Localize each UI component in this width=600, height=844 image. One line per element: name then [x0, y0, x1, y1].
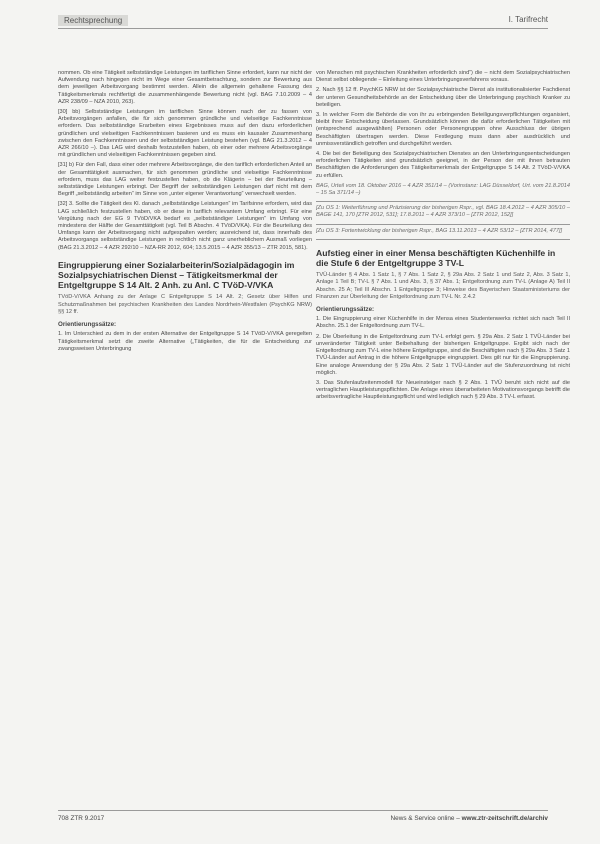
paragraph: [30] bb) Selbstständige Leistungen im tariflichen Sinne können nach der zu fassen von Arbeitsvorgängen anfallen, die für sich genommen gründliche und vielseitige Fachkenntnisse erfordern. Das selbstständige Erarbeiten eines Ergebnisses muss auf den dazu erforderlichen gründlichen und vielseitigen Fachkenntnissen basieren und es muss ein kausaler Zusammenhang zwischen den Fachkenntnissen und der selbstständigen Leistung bestehen (vgl. BAG 21.3.2012 – 4 AZR 266/10 –). Das LAG wird deshalb festzustellen haben, ob einer oder mehrere Arbeitsvorgänge mit gründlichen und vielseitigen Fachkenntnissen gegeben sind.	[58, 109, 312, 159]
divider	[316, 201, 570, 202]
section-ref: I. Tarifrecht	[508, 15, 548, 24]
paragraph: von Menschen mit psychischen Krankheiten erforderlich sind“) die – nicht dem Sozialpsychiatrischen Dienst selbst obliegende – Einleitung eines Unterbringungsverfahrens voraus.	[316, 70, 570, 84]
footer-prefix: News & Service online –	[390, 815, 460, 822]
right-column	[316, 70, 570, 405]
editor-note: [Zu OS 3: Fortentwicklung der bisherigen Rspr., BAG 13.11.2013 – 4 AZR 53/12 – [ZTR 2014, 477]]	[316, 227, 563, 234]
orientation-item: 1. Im Unterschied zu dem in der ersten Alternative der Entgeltgruppe S 14 TVöD-V/VKA geregelten Tätigkeitsmerkmal setzt die zweite Alternative („Tätigkeiten, die für die Entscheidung zur zwangsweisen Unterbringung	[58, 331, 312, 352]
page-footer	[58, 810, 548, 825]
footer-link[interactable]	[391, 815, 548, 822]
paragraph: [32] 3. Sollte die Tätigkeit des Kl. danach „selbstständige Leistungen“ im Tarifsinne erfordern, wird das LAG schließlich festzustellen haben, ob er diese in tariflich relevantem Umfang erbringt. Für eine Vergütung nach der EG 9 TVöD/VKA bedarf es „selbstständiger Leistungen“ im Umfang von mindestens der Hälfte der Gesamttätigkeit (vgl. Teil B Abschn. 4 TVöD/VKA). Für die Beurteilung des Umfangs kann der Arbeitsvorgang nicht aufgespalten werden; ausreichend ist, dass innerhalb des Arbeitsvorgangs selbstständige Leistungen in rechtlich nicht ganz unerheblichem Ausmaß vorliegen (BAG 21.3.2012 – 4 AZR 292/10 – NZA-RR 2012, 604; 13.5.2015 – 4 AZR 355/13 – ZTR 2015, 581).	[58, 201, 312, 251]
article-intro: TVÜ-Länder § 4 Abs. 1 Satz 1, § 7 Abs. 1 Satz 2, § 29a Abs. 2 Satz 1 und Satz 2, Abs. 3 Satz 1, Anlage 1 Teil B; TV-L § 7 Abs. 1 und Abs. 3, § 37 Abs. 1; Entgeltordnung zum TV-L (Anlage A) Teil II Abschn. 25 A; Teil III Abschn. 1 Entgeltgruppe 3; Hinweise des Bayerischen Staatsministeriums der Finanzen zur Überleitung der Entgeltordnung zum TV-L Nr. 2.4.2	[316, 272, 570, 300]
divider	[316, 224, 570, 225]
orientation-heading: Orientierungssätze:	[58, 321, 117, 329]
archive-url[interactable]: www.ztr-zeitschrift.de/archiv	[461, 815, 548, 822]
page-number: 708 ZTR 9.2017	[58, 815, 105, 822]
editor-note: [Zu OS 1: Weiterführung und Präzisierung der bisherigen Rspr., vgl. BAG 18.4.2012 – 4 AZR 305/10 – BAGE 141, 170 [ZTR 2012, 531]; 17.8.2011 – 4 AZR 373/10 – [ZTR 2012, 152]]	[316, 205, 570, 219]
orientation-item: 3. Das Stufenlaufzeitenmodell für Neueinsteiger nach § 2 Abs. 1 TVÜ beruht sich nicht auf die vertraglichen Hauptleistungspflichten. Die Anlage eines überarbeiteten Motivationsvorgangs betrifft die arbeitsvertragliche Hauptleistungspflicht und wird lediglich nach § 29 Abs. 3 TV-L erfasst.	[316, 379, 570, 401]
paragraph: 4. Die bei der Beteiligung des Sozialpsychiatrischen Dienstes an den Unterbringungsentscheidungen erforderlichen Tätigkeiten sind grundsätzlich geeignet, in der Person der mit ihnen betrauten Beschäftigten die Anforderungen des Tätigkeitsmerkmals der Entgeltgruppe S 14 Alt. 2 TVöD-V/VKA zu erfüllen.	[316, 151, 570, 179]
orientation-item: 1. Die Eingruppierung einer Küchenhilfe in der Mensa eines Studentenwerks richtet sich nach Teil II Abschn. 25.1 der Entgeltordnung zum TV-L.	[316, 316, 570, 330]
orientation-item: 2. Die Überleitung in die Entgeltordnung zum TV-L erfolgt gem. § 29a Abs. 2 Satz 1 TVÜ-Länder bei unveränderter Tätigkeit unter Beibehaltung der bisherigen Entgeltgruppe. Ergibt sich nach der Entgeltordnung zum TV-L eine höhere Entgeltgruppe, sind die Beschäftigten nach § 29a Abs. 3 Satz 1 TVÜ-Länder auf Antrag in die höhere Entgeltgruppe eingruppiert. Dies gilt nur für die Eingruppierung. Eine analoge Anwendung der § 29a Abs. 2 Satz 1 TVÜ-Länder auf die Stufenzuordnung ist nicht möglich.	[316, 333, 570, 376]
paragraph: 3. In welcher Form die Behörde die von ihr zu erbringenden Beteiligungsverpflichtungen organisiert, bleibt ihrer Entscheidung überlassen. Grundsätzlich können die dafür erforderlichen Tätigkeiten mit (entsprechend ausgewählten) Personen oder Personengruppen ohne Ausschluss der übrigen Beschäftigten übertragen werden. Diese Festlegung muss dann aber ausdrücklich und unmissverständlich getroffen und durchgeführt werden.	[316, 112, 570, 147]
divider	[316, 239, 570, 240]
section-label: Rechtsprechung	[58, 15, 128, 26]
article-title: Eingruppierung einer Sozialarbeiterin/Sozialpädagogin im Sozialpsychiatrischen Dienst – Tätigkeitsmerkmal der Entgeltgruppe S 14 Alt. 2 Anh. zu Anl. C TVöD-V/VKA	[58, 259, 295, 291]
orientation-heading: Orientierungssätze:	[316, 306, 375, 314]
paragraph: [31] b) Für den Fall, dass einer oder mehrere Arbeitsvorgänge, die den tariflich erforderlichen Anteil an der Gesamttätigkeit ausmachen, für sich genommen gründliche und vielseitige Fachkenntnisse erfordern, muss das LAG weiter festzustellen haben, ob die Klägerin – bei der Beurteilung – selbstständige Leistungen erbringt. Der Begriff der selbstständigen Leistungen darf nicht mit dem Begriff „selbstständig arbeiten“ im Sinne von „unter eigener Verantwortung“ verwechselt werden.	[58, 162, 312, 198]
court-citation: BAG, Urteil vom 18. Oktober 2016 – 4 AZR 351/14 – (Vorinstanz: LAG Düsseldorf, Urt. vom 21.8.2014 – 15 Sa 371/14 –)	[316, 182, 570, 197]
left-column	[58, 70, 312, 356]
article-title: Aufstieg einer in einer Mensa beschäftigten Küchenhilfe in die Stufe 6 der Entgeltgruppe 3 TV-L	[316, 247, 556, 269]
article-intro: TVöD-V/VKA Anhang zu der Anlage C Entgeltgruppe S 14 Alt. 2; Gesetz über Hilfen und Schutzmaßnahmen bei psychischen Krankheiten des Landes Nordrhein-Westfalen (PsychKG NRW) §§ 12 ff.	[58, 294, 312, 315]
paragraph: 2. Nach §§ 12 ff. PsychKG NRW ist der Sozialpsychiatrische Dienst als institutionalisierter Fachdienst der unteren Gesundheitsbehörde an der Entscheidung über die Unterbringung psychisch Kranker zu beteiligen.	[316, 87, 570, 108]
page-header	[58, 14, 548, 29]
paragraph: nommen. Ob eine Tätigkeit selbstständige Leistungen im tariflichen Sinne erfordert, kann nur nicht der Aufwendung nach hingegen nicht im Wege einer Gesamtbetrachtung, sondern zur Bewertung aus dem jeweiligen Arbeitsvorgang bestimmt werden. Allein die allgemein gehaltene Fassung des Tätigkeitsmerkmals rechtfertigt die zusammenhängende Bewertung nicht (vgl. BAG 7.10.2009 – 4 AZR 238/09 – NZA 2010, 263).	[58, 70, 312, 105]
